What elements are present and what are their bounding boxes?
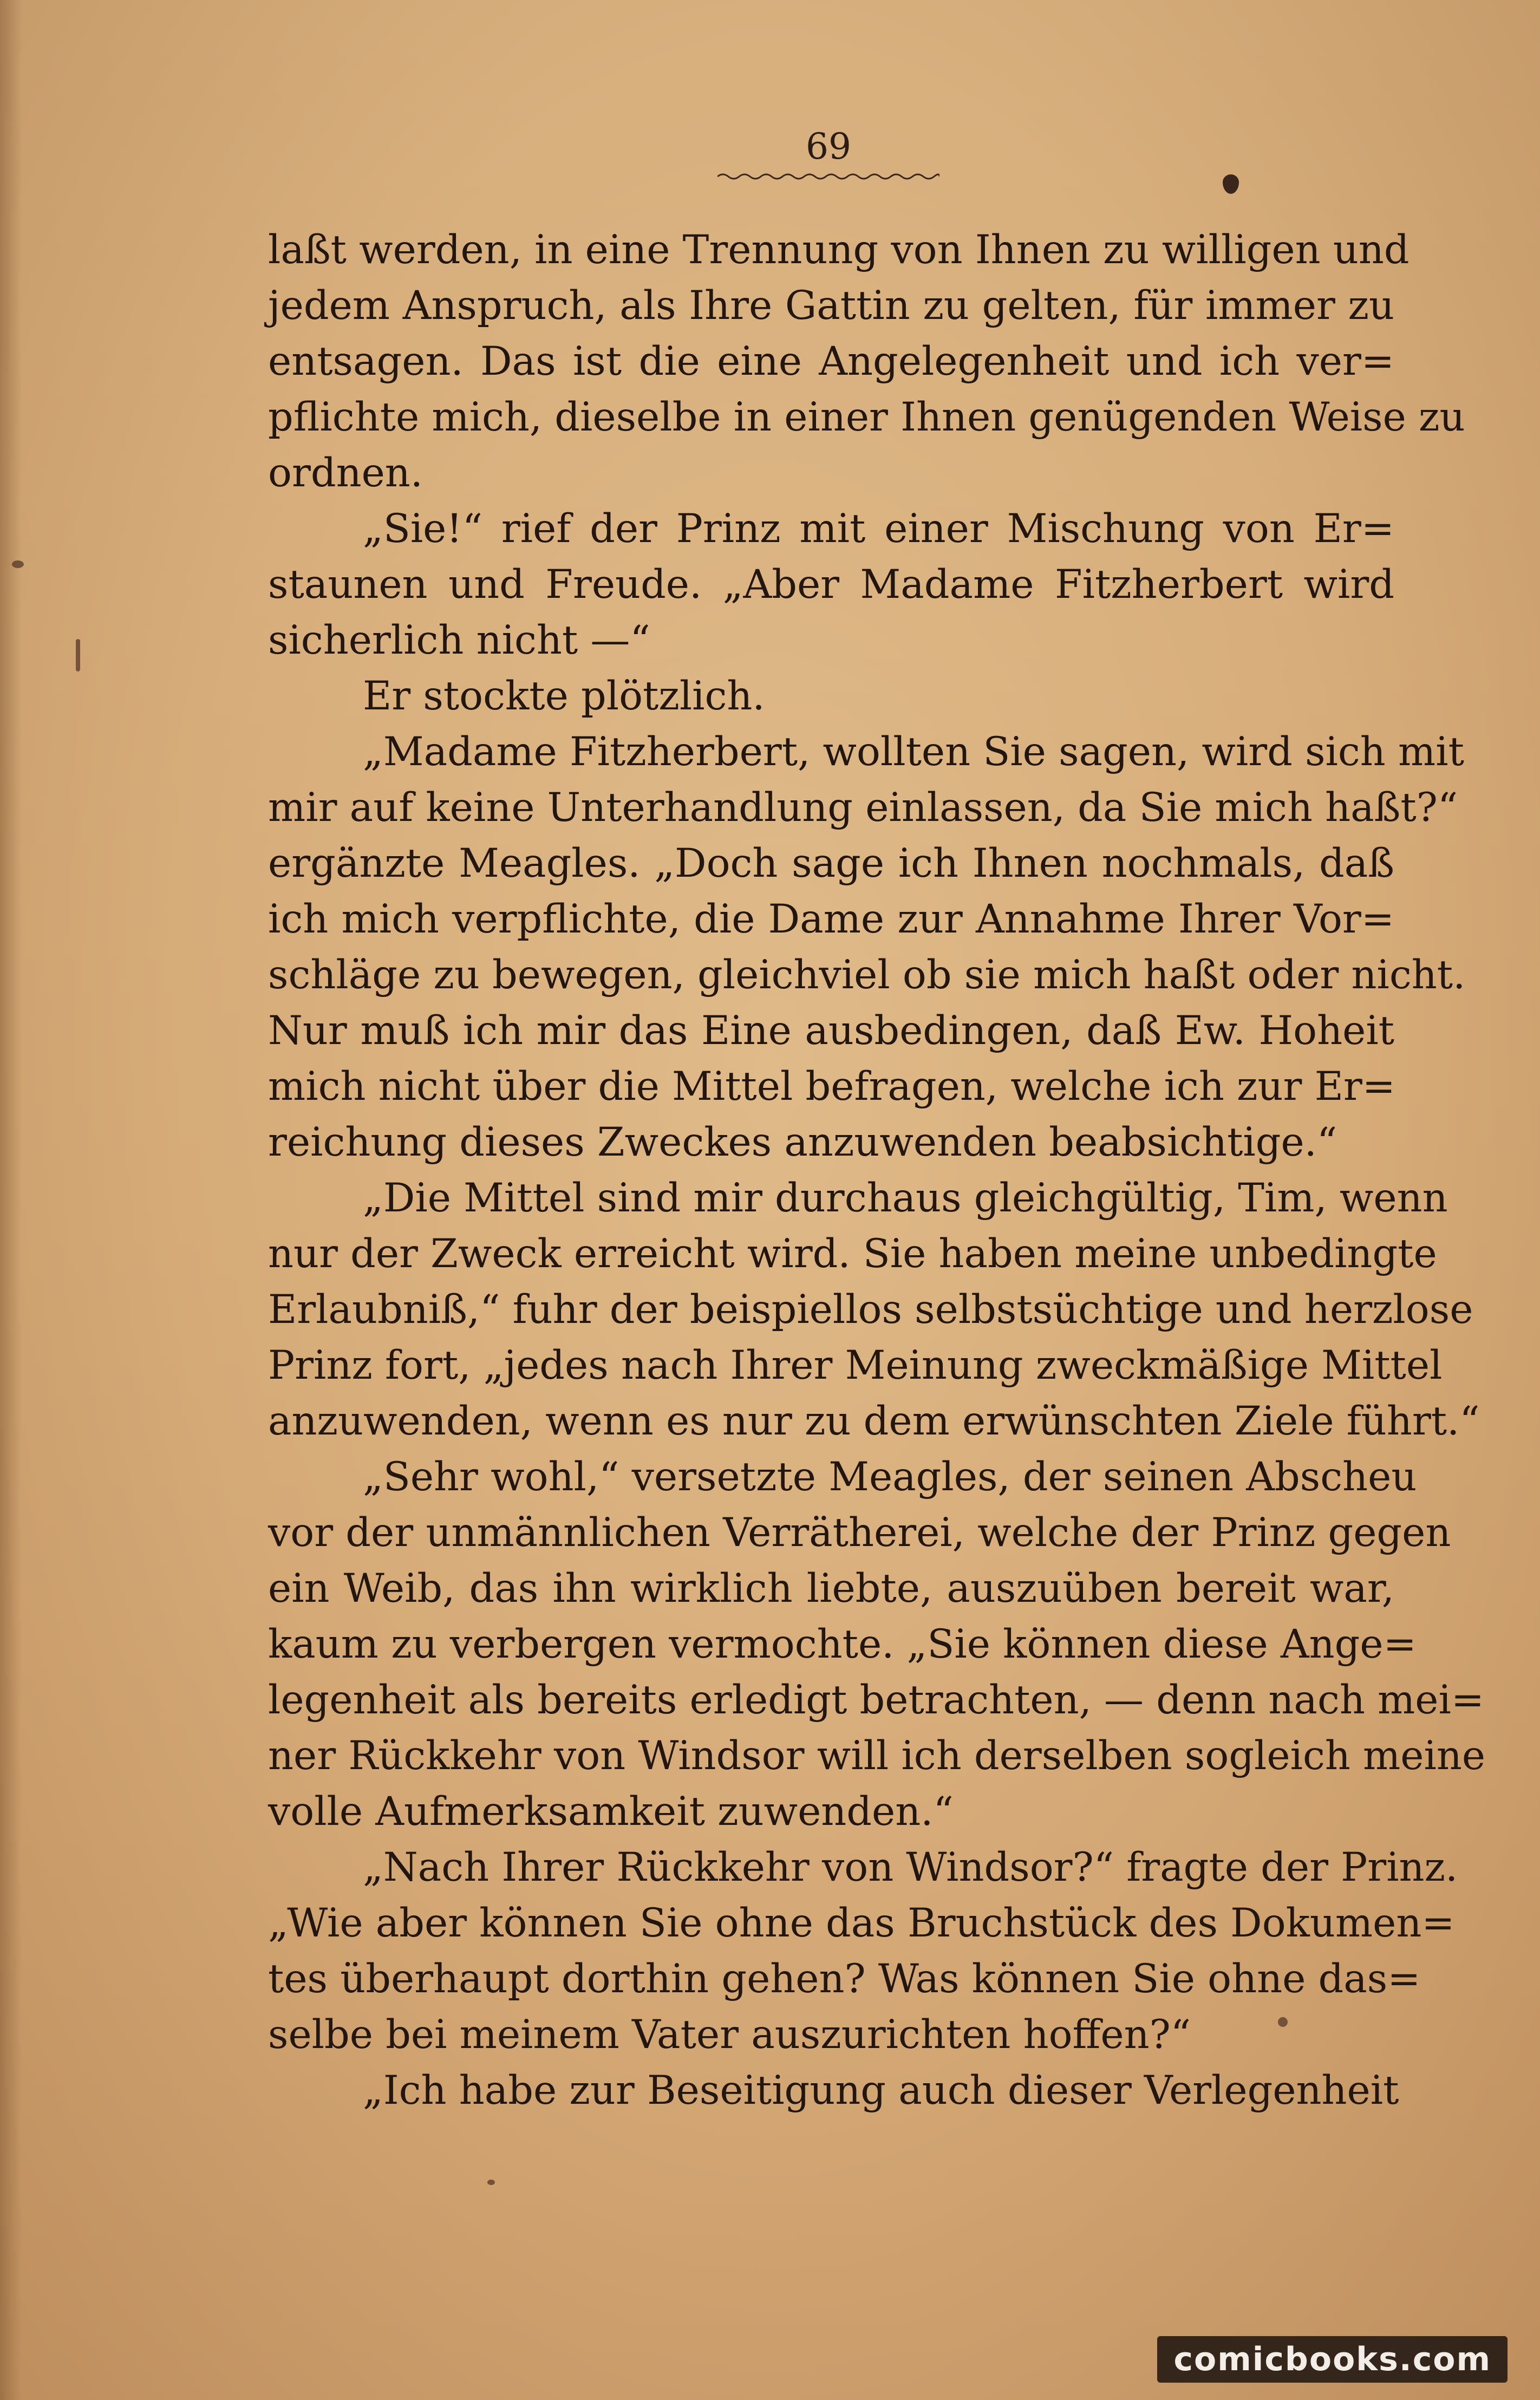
text-line: pflichte mich, dieselbe in einer Ihnen genügenden Weise zu	[268, 394, 1465, 440]
text-line: ergänzte Meagles. „Doch sage ich Ihnen nochmals, daß	[268, 840, 1394, 886]
text-line: „Nach Ihrer Rückkehr von Windsor?“ fragte der Prinz.	[363, 1844, 1458, 1890]
text-line: Nur muß ich mir das Eine ausbedingen, daß Ew. Hoheit	[268, 1008, 1394, 1054]
text-line: ordnen.	[268, 450, 423, 496]
text-line: volle Aufmerksamkeit zuwenden.“	[268, 1789, 954, 1835]
text-line: anzuwenden, wenn es nur zu dem erwünschten Ziele führt.“	[268, 1398, 1480, 1444]
text-line: „Sie!“ rief der Prinz mit einer Mischung von Er=	[363, 506, 1394, 552]
ink-blot-ornament	[1223, 174, 1239, 194]
text-line: nur der Zweck erreicht wird. Sie haben meine unbedingte	[268, 1231, 1437, 1277]
text-line: entsagen. Das ist die eine Angelegenheit und ich ver=	[268, 338, 1394, 384]
text-line: „Sehr wohl,“ versetzte Meagles, der seinen Abscheu	[363, 1454, 1417, 1500]
page-gutter-shadow	[0, 0, 22, 2400]
decorative-rule	[717, 172, 939, 181]
text-line: staunen und Freude. „Aber Madame Fitzherbert wird	[268, 562, 1394, 608]
text-line: „Die Mittel sind mir durchaus gleichgültig, Tim, wenn	[363, 1175, 1448, 1221]
text-line: ich mich verpflichte, die Dame zur Annahme Ihrer Vor=	[268, 896, 1394, 942]
text-line: kaum zu verbergen vermochte. „Sie können diese Ange=	[268, 1621, 1417, 1667]
text-line: mir auf keine Unterhandlung einlassen, da Sie mich haßt?“	[268, 785, 1458, 831]
text-line: ein Weib, das ihn wirklich liebte, auszuüben bereit war,	[268, 1566, 1394, 1612]
text-line: Er stockte plötzlich.	[363, 673, 765, 719]
text-line: „Ich habe zur Beseitigung auch dieser Verlegenheit	[363, 2068, 1399, 2114]
page-number: 69	[806, 126, 851, 167]
body-text	[268, 222, 1486, 2118]
text-line: ner Rückkehr von Windsor will ich derselben sogleich meine	[268, 1733, 1486, 1779]
text-line: vor der unmännlichen Verrätherei, welche der Prinz gegen	[268, 1510, 1451, 1556]
text-line: jedem Anspruch, als Ihre Gattin zu gelten, für immer zu	[268, 283, 1394, 329]
site-watermark: comicbooks.com	[1157, 2336, 1508, 2383]
text-line: Erlaubniß,“ fuhr der beispiellos selbstsüchtige und herzlose	[268, 1287, 1473, 1333]
text-line: sicherlich nicht —“	[268, 617, 650, 663]
margin-speck	[76, 639, 80, 671]
text-line: selbe bei meinem Vater auszurichten hoffen?“	[268, 2012, 1191, 2058]
margin-speck	[12, 560, 24, 568]
text-line: legenheit als bereits erledigt betrachten, — denn nach mei=	[268, 1677, 1484, 1723]
text-line: laßt werden, in eine Trennung von Ihnen zu willigen und	[268, 227, 1410, 273]
text-line: Prinz fort, „jedes nach Ihrer Meinung zweckmäßige Mittel	[268, 1342, 1443, 1388]
text-line: „Madame Fitzherbert, wollten Sie sagen, wird sich mit	[363, 729, 1464, 775]
text-line: reichung dieses Zweckes anzuwenden beabsichtige.“	[268, 1119, 1337, 1165]
text-line: mich nicht über die Mittel befragen, welche ich zur Er=	[268, 1064, 1395, 1110]
margin-speck	[487, 2180, 495, 2185]
text-line: tes überhaupt dorthin gehen? Was können Sie ohne das=	[268, 1956, 1421, 2002]
text-line: schläge zu bewegen, gleichviel ob sie mich haßt oder nicht.	[268, 952, 1466, 998]
text-line: „Wie aber können Sie ohne das Bruchstück des Dokumen=	[268, 1900, 1455, 1946]
